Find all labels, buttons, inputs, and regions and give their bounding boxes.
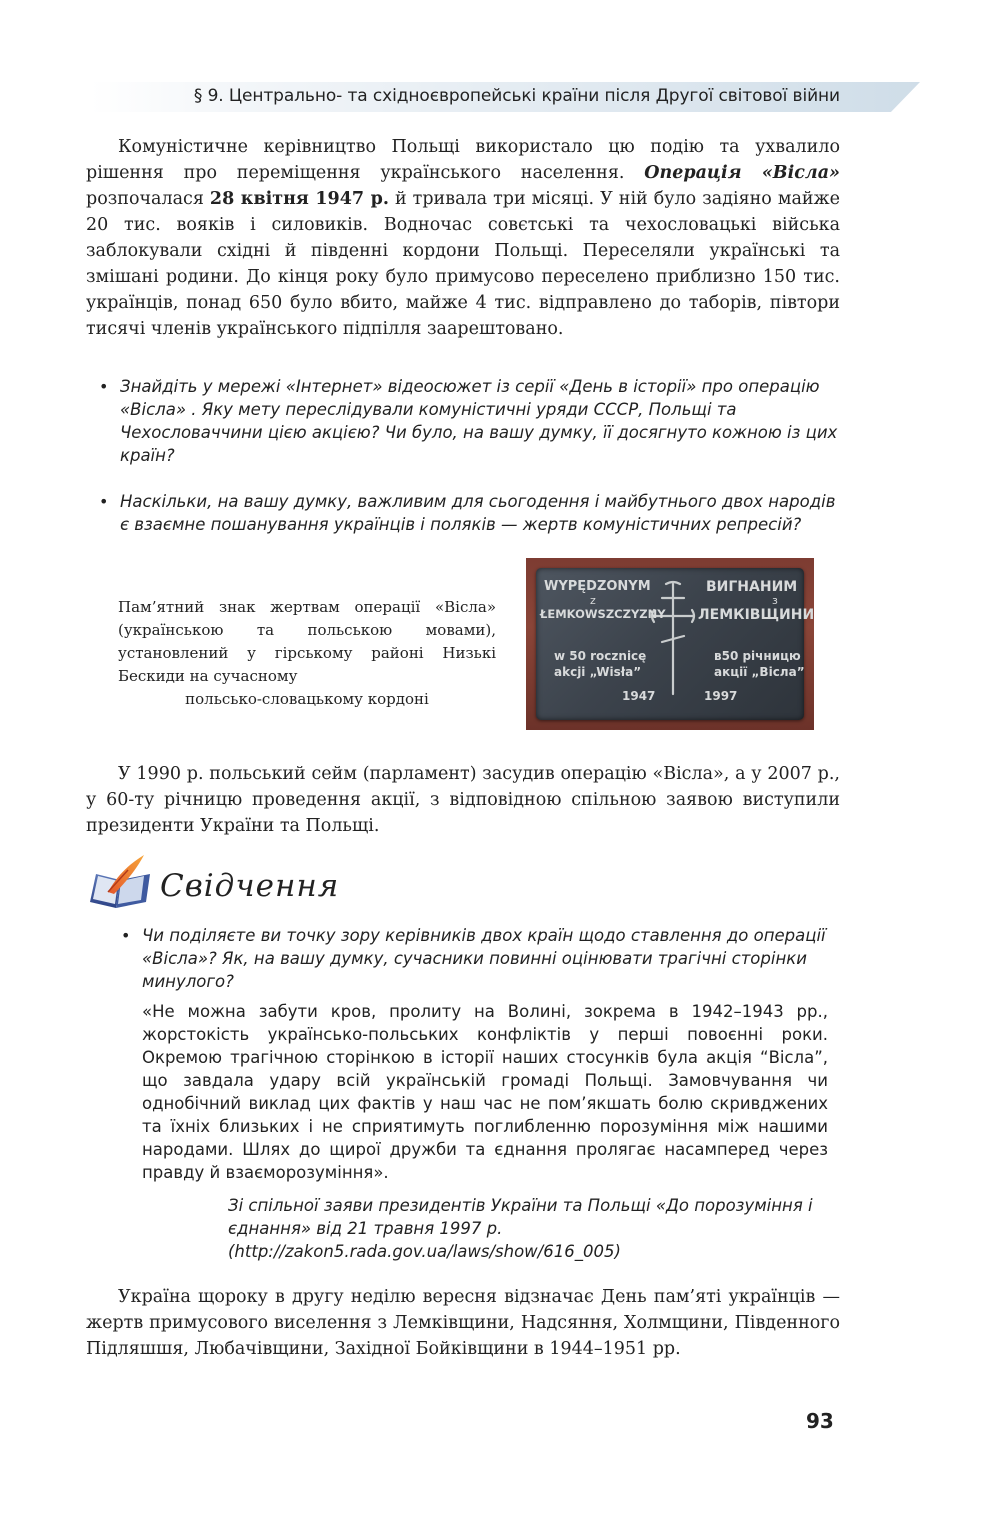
section-title: § 9. Центрально- та східноєвропейські країни після Другої світової війни [193, 86, 840, 106]
evidence-quote: «Не можна забути кров, пролиту на Волині, зокрема в 1942–1943 рр., жорстокість українсько-польських конфліктів у перші повоєнні роки. Окремою трагічною сторінкою в історії наших стосунків була акція “Вісла”, що завдала удару всій українській громаді Польщі. Замовчування чи однобічний виклад цих фактів у наш час не пом’якшать болю скривджених та їхніх близьких і не сприятимуть поглибленню порозуміння між нашими народами. Шлях до щирої дружби та єднання пролягає насамперед через правду й взаєморозуміння». [142, 1002, 828, 1182]
figure-caption [118, 596, 496, 711]
bullet-icon: • [99, 492, 109, 511]
operation-name: Операція «Вісла» [644, 163, 840, 183]
bullet-icon: • [99, 377, 109, 396]
plaque-left-line5: akcji „Wisła” [554, 665, 642, 679]
task-text: Наскільки, на вашу думку, важливим для сьогодення і майбутнього двох народів є взаємне пошанування українців і поляків — жертв комуністичних репресій? [120, 492, 836, 534]
page-number: 93 [806, 1409, 834, 1433]
caption-last: польсько-словацькому кордоні [185, 690, 429, 708]
paragraph1-part3: й тривала три місяці. У ній було задіяно майже 20 тис. вояків і силовиків. Водночас совєтські та чехословацькі війська заблокували східні й південні кордони Польщі. Переселяли українські та змішані родини. До кінця року було примусово переселено приблизно 150 тис. українців, понад 650 було вбито, майже 4 тис. відправлено до таборів, півтори тисячі членів українського підпілля заарештовано. [86, 189, 840, 339]
evidence-question [121, 924, 832, 993]
task-text: Знайдіть у мережі «Інтернет» відеосюжет із серії «День в історії» про операцію «Вісла» . Яку мету переслідували комуністичні уряди СССР, Польщі та Чехословаччини цією акцією? Чи було, на вашу думку, її досягнуто кожною із цих країн? [120, 377, 838, 465]
task-item [99, 375, 842, 467]
plaque-right-line2: з [772, 594, 778, 607]
plaque-right-line1: ВИГНАНИМ [706, 579, 798, 595]
plaque-left-line2: z [590, 594, 596, 607]
bullet-icon: • [121, 926, 131, 945]
task-item [99, 490, 842, 536]
paragraph1-part1: Комуністичне керівництво Польщі використало цю подію та ухвалило рішення про переміщення українського населення. [86, 137, 840, 183]
evidence-source: Зі спільної заяви президентів України та Польщі «До порозуміння і єднання» від 21 травня 1997 р. (http://zakon5.rada.gov.ua/laws/show/616_005) [228, 1196, 813, 1261]
paragraph-operation-vistula [86, 134, 840, 342]
plaque-left-line1: WYPĘDZONYM [544, 579, 651, 594]
book-feather-icon [86, 852, 156, 910]
cross-icon [648, 580, 698, 698]
plaque-year-right: 1997 [704, 689, 738, 703]
plaque-year-left: 1947 [622, 689, 656, 703]
paragraph-memorial-day: Україна щороку в другу неділю вересня відзначає День пам’яті українців — жертв примусового виселення з Лемківщини, Надсяння, Холмщини, Південного Підляшшя, Любачівщини, Західної Бойківщини в 1944–1951 рр. [86, 1287, 840, 1359]
plaque-right-line4: в50 річницю [714, 649, 801, 663]
caption-main: Пам’ятний знак жертвам операції «Вісла» (українською та польською мовами), установлений у гірському районі Низькі Бескиди на сучасному [118, 598, 496, 685]
paragraph1-part2: розпочалася [86, 189, 210, 209]
evidence-question-text: Чи поділяєте ви точку зору керівників двох країн щодо ставлення до операції «Вісла»? Як, на вашу думку, сучасники повинні оцінювати трагічні сторінки минулого? [142, 926, 826, 991]
memorial-plaque [536, 568, 814, 720]
evidence-title: Свідчення [160, 868, 340, 904]
plaque-left-line3: ŁEMKOWSZCZYZNY [540, 607, 666, 621]
paragraph-condemnation: У 1990 р. польський сейм (парламент) засудив операцію «Вісла», а у 2007 р., у 60-ту річницю проведення акції, з відповідною спільною заявою виступили президенти України та Польщі. [86, 764, 840, 836]
start-date: 28 квітня 1947 р. [209, 189, 389, 209]
plaque-left-line4: w 50 rocznicę [554, 649, 647, 663]
memorial-plaque-photo [526, 558, 814, 730]
plaque-right-line3: ЛЕМКІВЩИНИ [698, 607, 814, 623]
plaque-right-line5: акції „Вісла” [714, 665, 805, 679]
